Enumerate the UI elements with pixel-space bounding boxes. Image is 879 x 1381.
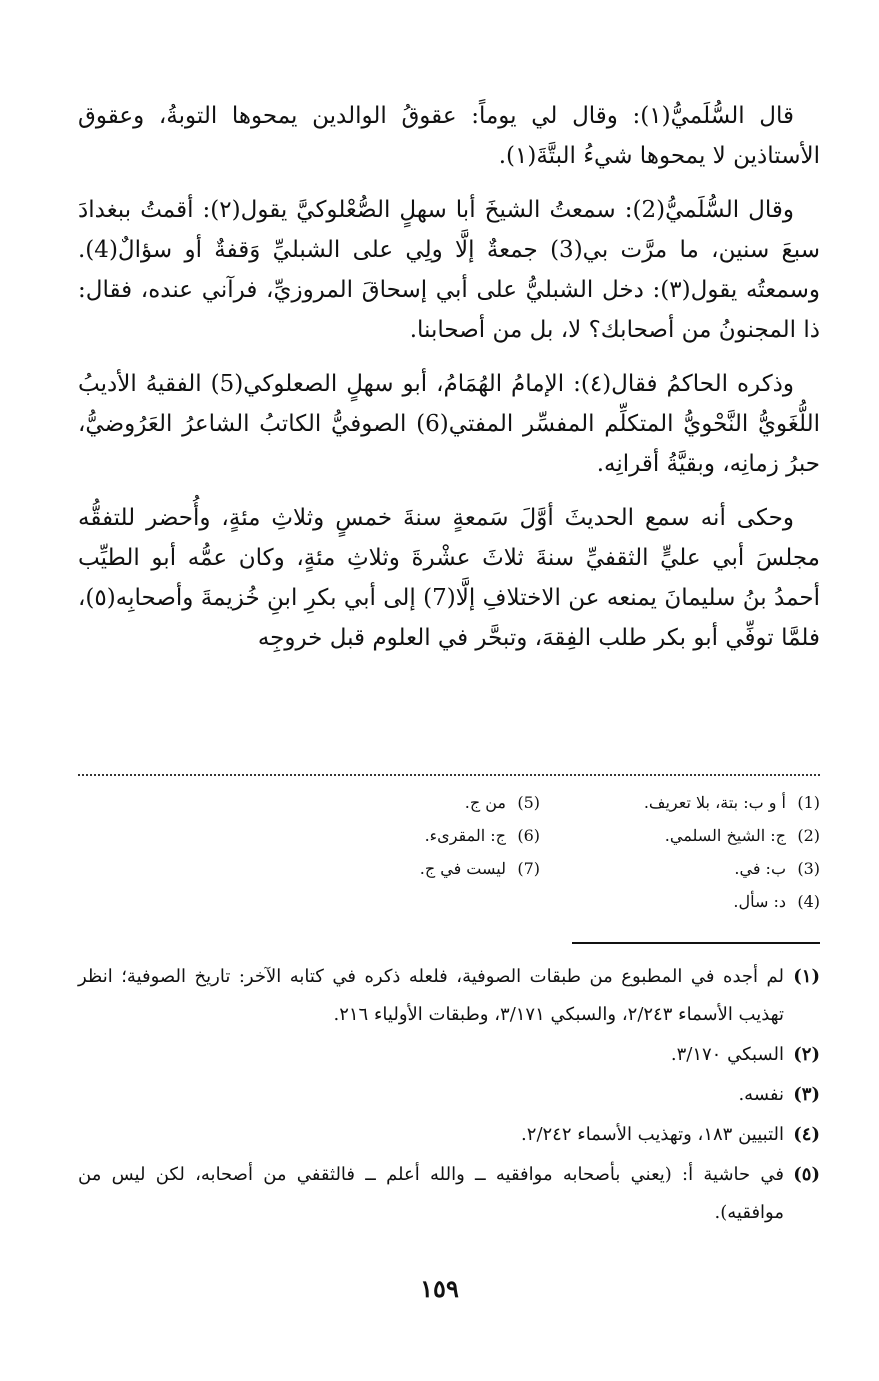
variant-text: من ج.: [464, 793, 506, 812]
paragraph: وقال السُّلَميُّ(2): سمعتُ الشيخَ أبا سهلٍ الصُّعْلوكيَّ يقول(٢): أقمتُ ببغدادَ سبعَ سنين، ما مرَّت بي(3) جمعةٌ إلَّا ولِي على الشبليِّ وَقفةٌ أو سؤالٌ(4). وسمعتُه يقول(٣): دخل الشبليُّ على أبي إسحاقَ المروزيِّ، فرآني عنده، فقال: ذا المجنونُ من أصحابك؟ لا، بل من أصحابنا.: [78, 197, 820, 343]
paragraph: وحكى أنه سمع الحديثَ أوَّلَ سَمعةٍ سنةَ خمسٍ وثلاثِ مئةٍ، وأُحضر للتفقُّه مجلسَ أبي عليٍّ الثقفيِّ سنةَ ثلاثَ عشْرةَ وثلاثِ مئةٍ، وكان عمُّه أبو الطيِّب أحمدُ بنُ سليمانَ يمنعه عن الاختلافِ إلَّا(7) إلى أبي بكرِ ابنِ خُزيمةَ وأصحابِه(٥)، فلمَّا توفِّي أبو بكر طلب الفِقهَ، وتبحَّر في العلوم قبل خروجِه: [78, 505, 820, 651]
footnote-number: (٤): [793, 1124, 820, 1145]
variant-text: أ و ب: بتة، بلا تعريف.: [643, 793, 786, 812]
variant-text: د: سأل.: [733, 892, 786, 911]
dotted-separator: [78, 774, 820, 776]
variant-column-left: [260, 786, 540, 885]
variant-column-right: [540, 786, 820, 918]
variant-item: [260, 852, 540, 885]
footnote: [78, 1116, 820, 1154]
page-number: ١٥٩: [420, 1274, 459, 1303]
variant-item: [540, 885, 820, 918]
footnote-number: (٥): [793, 1164, 820, 1185]
paragraph: قال السُّلَميُّ(١): وقال لي يوماً: عقوقُ الوالدين يمحوها التوبةُ، وعقوق الأستاذين لا يمحوها شيءُ البتَّةَ(١).: [78, 103, 820, 169]
variant-item: [260, 786, 540, 819]
footnote-text: التبيين ١٨٣، وتهذيب الأسماء ٢/٢٤٢.: [521, 1124, 784, 1145]
variant-number: (2): [797, 826, 820, 845]
main-text: [78, 96, 820, 672]
footnotes: [78, 958, 820, 1234]
variant-item: [260, 819, 540, 852]
variant-text: ج: المقرىء.: [424, 826, 506, 845]
paragraph: وذكره الحاكمُ فقال(٤): الإمامُ الهُمَامُ، أبو سهلٍ الصعلوكي(5) الفقيهُ الأديبُ اللُّغَويُّ النَّحْويُّ المتكلِّم المفسِّر المفتي(6) الصوفيُّ الكاتبُ الشاعرُ العَرُوضيُّ، حبرُ زمانِه، وبقيَّةُ أقرانِه.: [78, 371, 821, 477]
variant-readings: [260, 786, 820, 918]
footnote-number: (٢): [793, 1044, 820, 1065]
footnote-rule: [572, 942, 820, 944]
footnote: [78, 1156, 820, 1232]
footnote: [78, 958, 820, 1034]
variant-number: (4): [797, 892, 820, 911]
footnote-text: نفسه.: [738, 1084, 784, 1105]
footnote: [78, 1036, 820, 1074]
footnote-text: لم أجده في المطبوع من طبقات الصوفية، فلعله ذكره في كتابه الآخر: تاريخ الصوفية؛ انظر تهذيب الأسماء ٢/٢٤٣، والسبكي ٣/١٧١، وطبقات الأولياء ٢١٦.: [78, 966, 784, 1025]
variant-text: ب: في.: [734, 859, 786, 878]
variant-number: (6): [517, 826, 540, 845]
variant-number: (1): [797, 793, 820, 812]
variant-item: [540, 819, 820, 852]
variant-number: (7): [517, 859, 540, 878]
footnote-text: في حاشية أ: (يعني بأصحابه موافقيه ــ والله أعلم ــ فالثقفي من أصحابه، لكن ليس من موافقيه).: [78, 1164, 784, 1223]
variant-item: [540, 786, 820, 819]
footnote-number: (١): [793, 966, 820, 987]
variant-item: [540, 852, 820, 885]
variant-text: ج: الشيخ السلمي.: [664, 826, 786, 845]
footnote-text: السبكي ٣/١٧٠.: [670, 1044, 784, 1065]
footnote: [78, 1076, 820, 1114]
variant-text: ليست في ج.: [419, 859, 506, 878]
variant-number: (5): [517, 793, 540, 812]
variant-number: (3): [797, 859, 820, 878]
footnote-number: (٣): [793, 1084, 820, 1105]
